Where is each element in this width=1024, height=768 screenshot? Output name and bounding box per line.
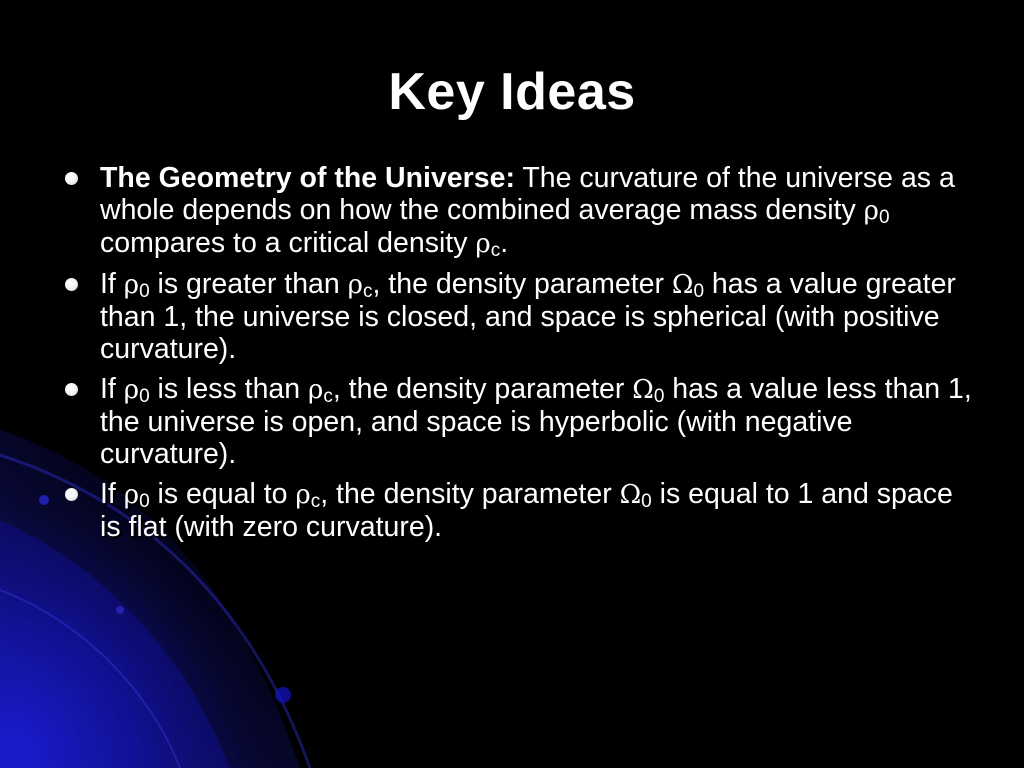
bullet-text: If	[100, 478, 124, 510]
rho-symbol: ρ	[123, 375, 140, 405]
bullet-list	[62, 162, 972, 551]
bullet-icon	[65, 488, 78, 501]
rho-symbol: ρ	[308, 375, 324, 405]
bullet-text: is greater than	[149, 268, 348, 300]
subscript: 0	[641, 491, 652, 512]
rho-symbol: ρ	[347, 270, 363, 300]
rho-symbol: ρ	[295, 480, 311, 510]
bullet-text: is equal to	[149, 478, 296, 510]
bullet-text: , the density parameter	[320, 478, 620, 510]
bullet-text: .	[500, 227, 509, 259]
bullet-text: The curvature of the universe as a whole depends on how the combined average mass density	[100, 162, 955, 226]
subscript: c	[310, 491, 321, 512]
bullet-text: If	[100, 268, 124, 300]
bullet-text: compares to a critical density	[100, 227, 476, 259]
bullet-greater-than	[62, 268, 972, 365]
bullet-text: If	[100, 373, 124, 405]
omega-symbol: Ω	[671, 270, 694, 300]
bullet-text: is less than	[149, 373, 309, 405]
bullet-text: is equal to 1 and space is flat (with zero curvature).	[100, 478, 953, 543]
subscript: 0	[139, 386, 150, 407]
subscript: 0	[878, 207, 890, 228]
omega-symbol: Ω	[632, 375, 654, 405]
bullet-geometry-of-universe	[62, 162, 972, 260]
bullet-text: has a value less than 1, the universe is open, and space is hyperbolic (with negative curvature).	[100, 373, 972, 470]
subscript: c	[362, 281, 373, 302]
bullet-equal-to	[62, 478, 972, 543]
bullet-text: has a value greater than 1, the universe is closed, and space is spherical (with positive curvature).	[100, 268, 956, 365]
subscript: 0	[693, 281, 705, 302]
rho-symbol: ρ	[475, 229, 491, 259]
bullet-text: , the density parameter	[332, 373, 633, 405]
omega-symbol: Ω	[619, 480, 642, 510]
bullet-icon	[65, 172, 78, 185]
rho-symbol: ρ	[123, 480, 140, 510]
subscript: 0	[653, 386, 665, 407]
slide-title: Key Ideas	[388, 63, 636, 121]
subscript: c	[490, 240, 501, 261]
rho-symbol: ρ	[863, 196, 879, 226]
bullet-icon	[65, 383, 78, 396]
subscript: 0	[139, 491, 150, 512]
rho-symbol: ρ	[123, 270, 140, 300]
bullet-less-than	[62, 373, 972, 470]
bullet-icon	[65, 278, 78, 291]
subscript: c	[323, 386, 333, 407]
bullet-text: , the density parameter	[372, 268, 672, 300]
bullet-lead: The Geometry of the Universe:	[100, 162, 515, 194]
subscript: 0	[139, 281, 150, 302]
